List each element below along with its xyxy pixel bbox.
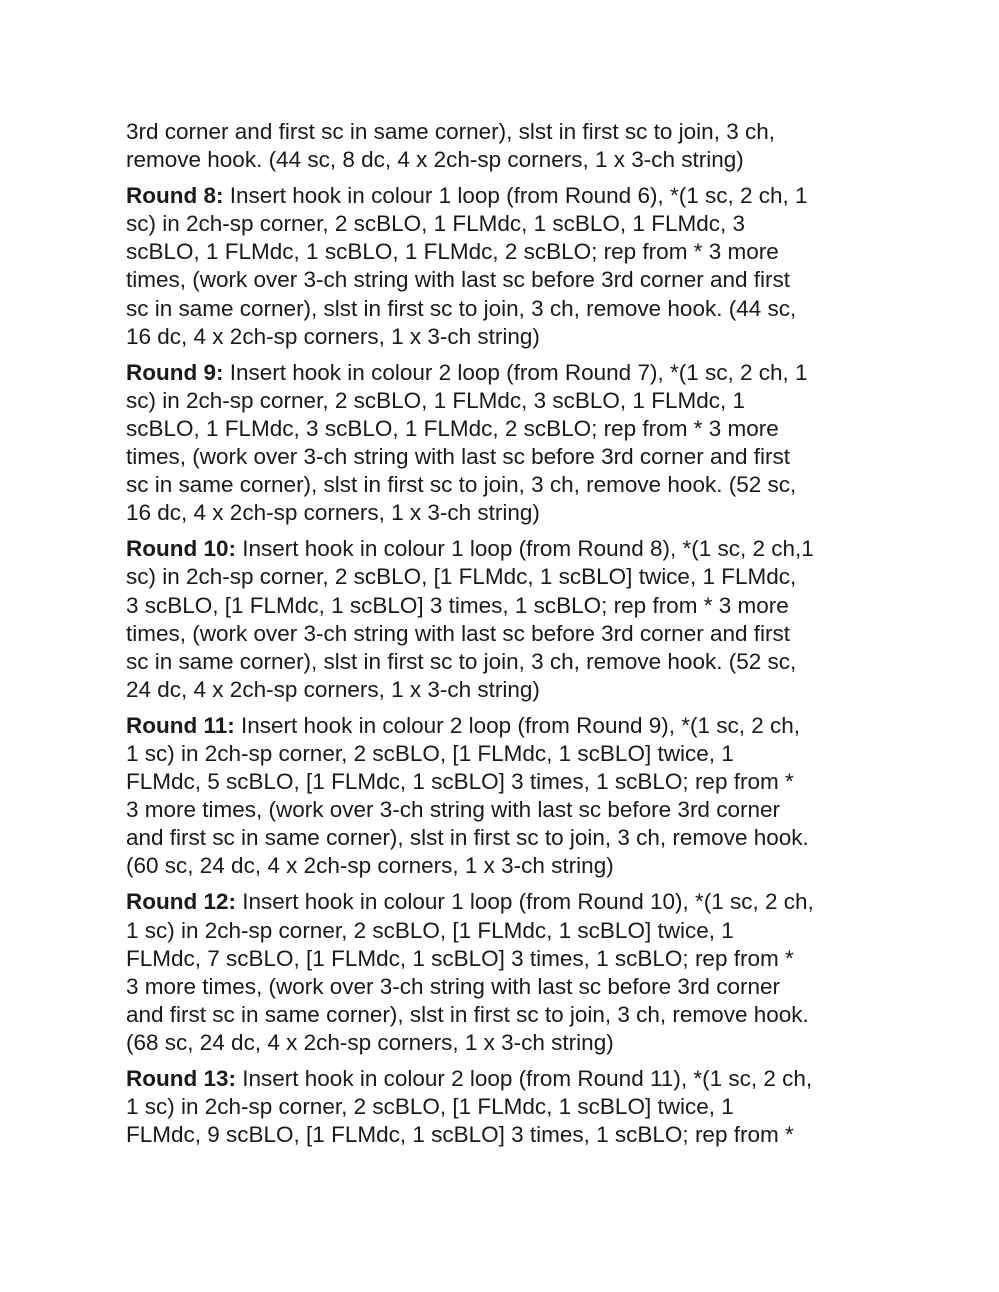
text-line: (68 sc, 24 dc, 4 x 2ch-sp corners, 1 x 3-ch string) bbox=[126, 1029, 614, 1055]
text-line: times, (work over 3-ch string with last sc before 3rd corner and first bbox=[126, 267, 790, 293]
text-line: FLMdc, 5 scBLO, [1 FLMdc, 1 scBLO] 3 times, 1 scBLO; rep from * bbox=[126, 769, 794, 795]
text-line: times, (work over 3-ch string with last sc before 3rd corner and first bbox=[126, 444, 790, 470]
text-line: sc in same corner), slst in first sc to join, 3 ch, remove hook. (44 sc, bbox=[126, 295, 797, 321]
round-label: Round 8: bbox=[126, 183, 224, 209]
text-line: sc) in 2ch-sp corner, 2 scBLO, 1 FLMdc, 3 scBLO, 1 FLMdc, 1 bbox=[126, 387, 745, 413]
text-line: sc) in 2ch-sp corner, 2 scBLO, [1 FLMdc, 1 scBLO] twice, 1 FLMdc, bbox=[126, 564, 797, 590]
round-11-paragraph bbox=[126, 712, 886, 881]
round-label: Round 12: bbox=[126, 889, 236, 915]
round-label: Round 11: bbox=[126, 712, 235, 738]
text-line: 3 more times, (work over 3-ch string with last sc before 3rd corner bbox=[126, 797, 780, 823]
round-label: Round 13: bbox=[126, 1066, 236, 1091]
round-12-paragraph bbox=[126, 888, 886, 1057]
round-8-paragraph bbox=[126, 182, 886, 351]
text-line: times, (work over 3-ch string with last sc before 3rd corner and first bbox=[126, 620, 790, 646]
round-9-paragraph bbox=[126, 359, 886, 528]
text-line bbox=[126, 182, 886, 210]
round-10-paragraph bbox=[126, 535, 886, 704]
text-line: sc in same corner), slst in first sc to join, 3 ch, remove hook. (52 sc, bbox=[126, 472, 797, 498]
text-line bbox=[126, 359, 886, 387]
round-text: Insert hook in colour 1 loop (from Round 6), *(1 sc, 2 ch, 1 bbox=[223, 183, 808, 209]
round-text: Insert hook in colour 1 loop (from Round 8), *(1 sc, 2 ch,1 bbox=[236, 536, 814, 562]
text-line bbox=[126, 712, 886, 740]
text-line: FLMdc, 7 scBLO, [1 FLMdc, 1 scBLO] 3 times, 1 scBLO; rep from * bbox=[126, 945, 794, 971]
text-line: 16 dc, 4 x 2ch-sp corners, 1 x 3-ch string) bbox=[126, 500, 540, 526]
round-text: Insert hook in colour 2 loop (from Round 9), *(1 sc, 2 ch, bbox=[234, 712, 801, 738]
text-line: sc in same corner), slst in first sc to join, 3 ch, remove hook. (52 sc, bbox=[126, 648, 797, 674]
round-text: Insert hook in colour 2 loop (from Round 7), *(1 sc, 2 ch, 1 bbox=[223, 359, 808, 385]
text-line: scBLO, 1 FLMdc, 1 scBLO, 1 FLMdc, 2 scBLO; rep from * 3 more bbox=[126, 239, 779, 265]
text-line: sc) in 2ch-sp corner, 2 scBLO, 1 FLMdc, 1 scBLO, 1 FLMdc, 3 bbox=[126, 211, 745, 237]
text-line: 3 scBLO, [1 FLMdc, 1 scBLO] 3 times, 1 scBLO; rep from * 3 more bbox=[126, 592, 789, 618]
round-label: Round 9: bbox=[126, 359, 224, 385]
text-line bbox=[126, 1065, 886, 1093]
text-line: 16 dc, 4 x 2ch-sp corners, 1 x 3-ch string) bbox=[126, 323, 540, 349]
text-line: 1 sc) in 2ch-sp corner, 2 scBLO, [1 FLMdc, 1 scBLO] twice, 1 bbox=[126, 740, 734, 766]
text-line: 1 sc) in 2ch-sp corner, 2 scBLO, [1 FLMdc, 1 scBLO] twice, 1 bbox=[126, 1094, 734, 1120]
round-text: Insert hook in colour 2 loop (from Round 11), *(1 sc, 2 ch, bbox=[236, 1066, 813, 1091]
round-label: Round 10: bbox=[126, 536, 236, 562]
text-line: FLMdc, 9 scBLO, [1 FLMdc, 1 scBLO] 3 times, 1 scBLO; rep from * bbox=[126, 1122, 794, 1148]
round-text: Insert hook in colour 1 loop (from Round 10), *(1 sc, 2 ch, bbox=[236, 889, 814, 915]
continuation-paragraph bbox=[126, 118, 886, 174]
text-line: 3rd corner and first sc in same corner), slst in first sc to join, 3 ch, bbox=[126, 119, 775, 144]
text-line: and first sc in same corner), slst in first sc to join, 3 ch, remove hook. bbox=[126, 825, 809, 851]
text-line: and first sc in same corner), slst in first sc to join, 3 ch, remove hook. bbox=[126, 1001, 809, 1027]
text-line bbox=[126, 888, 886, 916]
text-line: 24 dc, 4 x 2ch-sp corners, 1 x 3-ch string) bbox=[126, 676, 540, 702]
text-line: (60 sc, 24 dc, 4 x 2ch-sp corners, 1 x 3-ch string) bbox=[126, 853, 614, 879]
text-line: remove hook. (44 sc, 8 dc, 4 x 2ch-sp corners, 1 x 3-ch string) bbox=[126, 147, 744, 173]
text-line: scBLO, 1 FLMdc, 3 scBLO, 1 FLMdc, 2 scBLO; rep from * 3 more bbox=[126, 415, 779, 441]
document-page bbox=[126, 118, 886, 1157]
text-line: 3 more times, (work over 3-ch string with last sc before 3rd corner bbox=[126, 973, 780, 999]
text-line: 1 sc) in 2ch-sp corner, 2 scBLO, [1 FLMdc, 1 scBLO] twice, 1 bbox=[126, 917, 734, 943]
text-line bbox=[126, 535, 886, 563]
round-13-paragraph bbox=[126, 1065, 886, 1149]
